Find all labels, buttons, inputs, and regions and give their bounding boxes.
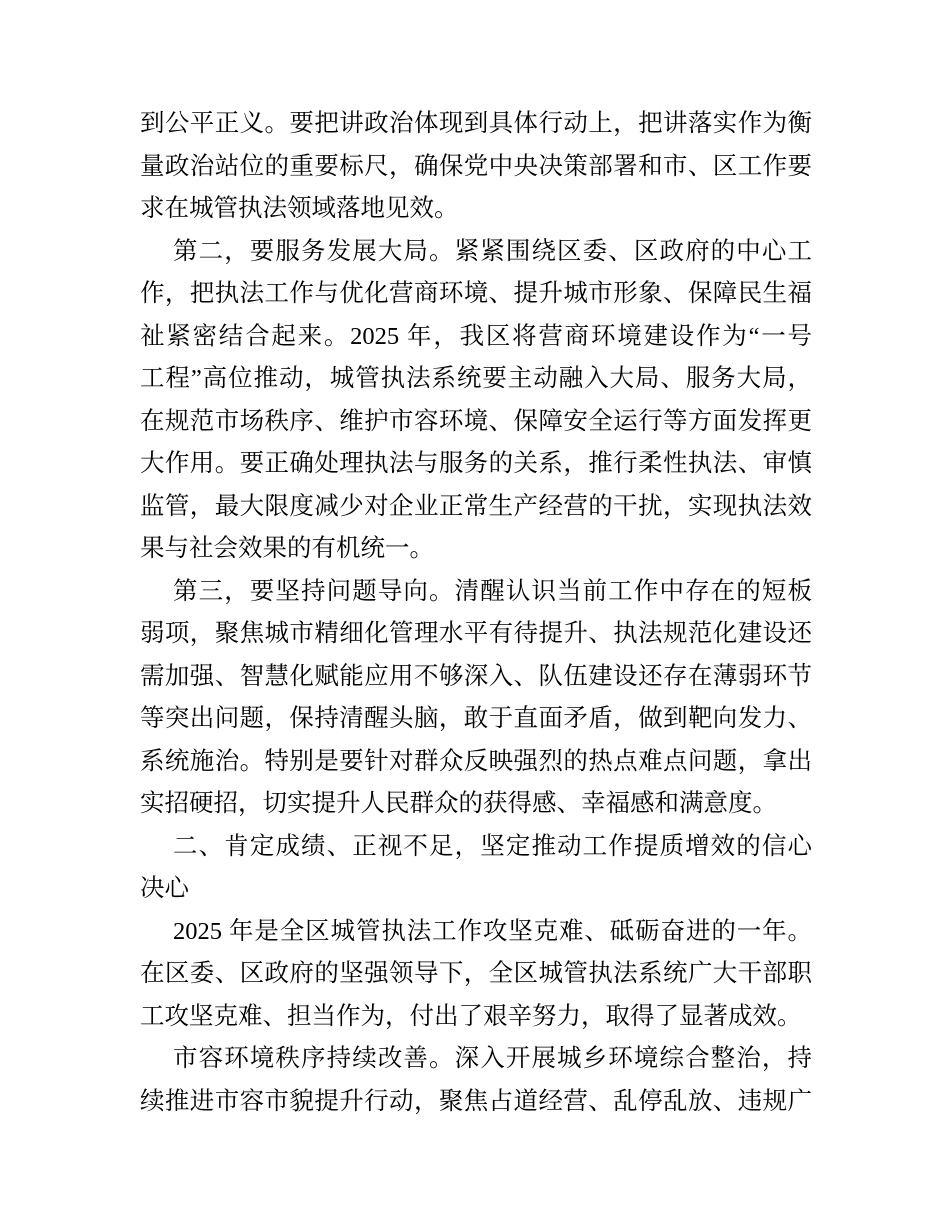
text-line: 大作用。要正确处理执法与服务的关系，推行柔性执法、审慎 [140,450,812,477]
text-line: 第三，要坚持问题导向。清醒认识当前工作中存在的短板 [173,577,812,605]
text-line: 监管，最大限度减少对企业正常生产经营的干扰，实现执法效 [140,492,812,520]
text-line: 在规范市场秩序、维护市容环境、保障安全运行等方面发挥更 [140,407,812,435]
text-line: 求在城管执法领域落地见效。 [140,195,459,222]
text-line: 在区委、区政府的坚强领导下，全区城管执法系统广大干部职 [140,960,812,987]
text-line: 需加强、智慧化赋能应用不够深入、队伍建设还存在薄弱环节 [140,662,812,690]
text-line: 弱项，聚焦城市精细化管理水平有待提升、执法规范化建设还 [140,620,812,647]
text-line: 量政治站位的重要标尺，确保党中央决策部署和市、区工作要 [140,152,812,180]
text-line: 续推进市容市貌提升行动，聚焦占道经营、乱停乱放、违规广 [140,1087,812,1115]
text-line: 作，把执法工作与优化营商环境、提升城市形象、保障民生福 [140,280,812,307]
text-line: 市容环境秩序持续改善。深入开展城乡环境综合整治，持 [173,1045,812,1072]
text-line: 第二，要服务发展大局。紧紧围绕区委、区政府的中心工 [173,237,812,265]
section-heading-line: 二、肯定成绩、正视不足，坚定推动工作提质增效的信心 [173,832,812,860]
text-line: 2025 年是全区城管执法工作攻坚克难、砥砺奋进的一年。 [173,917,812,945]
text-line: 实招硬招，切实提升人民群众的获得感、幸福感和满意度。 [140,790,777,817]
document-body [140,103,812,1123]
text-line: 工程”高位推动，城管执法系统要主动融入大局、服务大局， [140,365,812,392]
text-line: 工攻坚克难、担当作为，付出了艰辛努力，取得了显著成效。 [140,1002,802,1030]
text-line: 等突出问题，保持清醒头脑，敢于直面矛盾，做到靶向发力、 [140,705,812,732]
text-line: 到公平正义。要把讲政治体现到具体行动上，把讲落实作为衡 [140,110,812,137]
text-line: 系统施治。特别是要针对群众反映强烈的热点难点问题，拿出 [140,747,812,775]
text-line: 祉紧密结合起来。2025 年，我区将营商环境建设作为“一号 [140,322,812,350]
text-line: 果与社会效果的有机统一。 [140,535,434,562]
text-line: 决心 [140,875,189,902]
